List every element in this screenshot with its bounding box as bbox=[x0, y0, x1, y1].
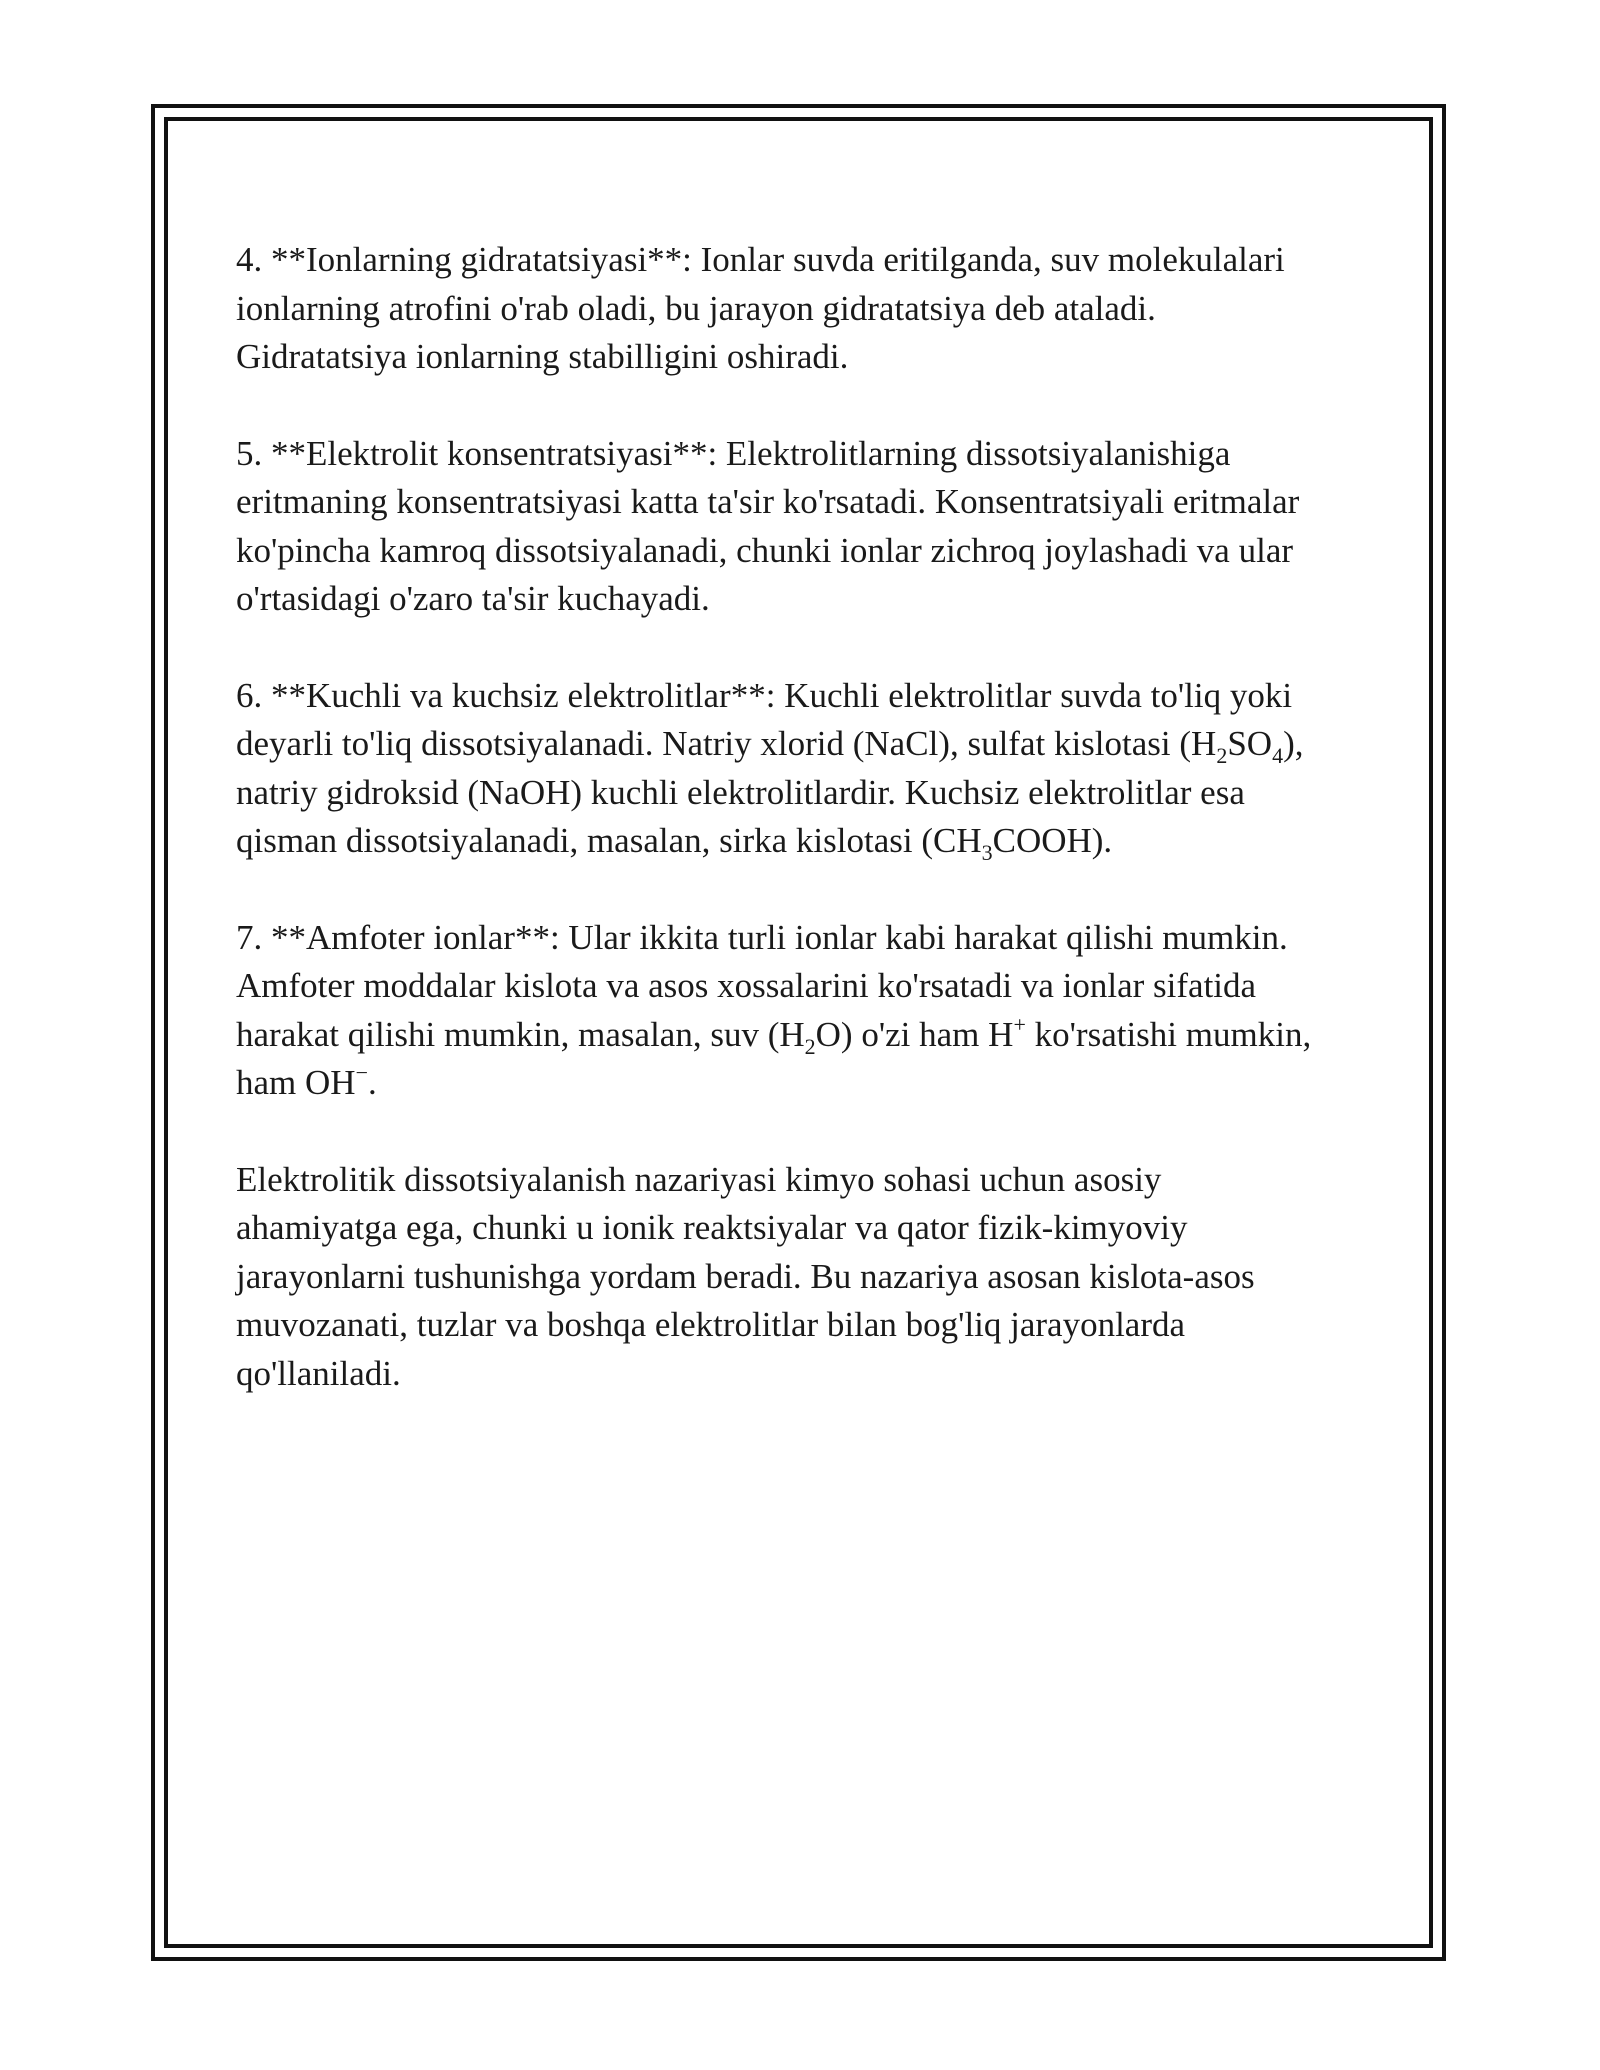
text-line bbox=[236, 821, 1113, 865]
text-line: 7. **Amfoter ionlar**: Ular ikkita turli ionlar kabi harakat qilishi mumkin. bbox=[236, 917, 1288, 957]
text-line: qo'llaniladi. bbox=[236, 1353, 401, 1393]
text-line: muvozanati, tuzlar va boshqa elektrolitlar bilan bog'liq jarayonlarda bbox=[236, 1305, 1186, 1344]
text-line: o'rtasidagi o'zaro ta'sir kuchayadi. bbox=[236, 579, 710, 618]
paragraph-conclusion bbox=[236, 1156, 1386, 1399]
text-line: Elektrolitik dissotsiyalanish nazariyasi kimyo sohasi uchun asosiy bbox=[236, 1159, 1162, 1199]
text-fragment: ko'rsatishi mumkin, bbox=[1025, 1014, 1312, 1054]
subscript: 3 bbox=[981, 840, 993, 865]
text-fragment: . bbox=[367, 1063, 377, 1102]
text-fragment: deyarli to'liq dissotsiyalanadi. Natriy xlorid (NaCl), sulfat kislotasi (H bbox=[236, 724, 1217, 763]
text-line: eritmaning konsentratsiyasi katta ta'sir ko'rsatadi. Konsentratsiyali eritmalar bbox=[236, 482, 1300, 521]
text-line: natriy gidroksid (NaOH) kuchli elektrolitlardir. Kuchsiz elektrolitlar esa bbox=[236, 772, 1245, 812]
text-line: 4. **Ionlarning gidratatsiyasi**: Ionlar suvda eritilganda, suv molekulalari bbox=[236, 240, 1285, 279]
text-fragment: SO bbox=[1227, 724, 1273, 763]
text-line: Amfoter moddalar kislota va asos xossalarini ko'rsatadi va ionlar sifatida bbox=[236, 966, 1257, 1005]
text-line bbox=[236, 724, 1304, 768]
text-fragment: COOH). bbox=[992, 821, 1113, 860]
paragraph-ion-hydration bbox=[236, 236, 1386, 382]
text-line: jarayonlarni tushunishga yordam beradi. Bu nazariya asosan kislota-asos bbox=[236, 1256, 1255, 1296]
text-fragment: harakat qilishi mumkin, masalan, suv (H bbox=[236, 1014, 805, 1054]
text-fragment: O) o'zi ham H bbox=[815, 1014, 1014, 1054]
subscript: 2 bbox=[804, 1033, 816, 1059]
text-line: ko'pincha kamroq dissotsiyalanadi, chunki ionlar zichroq joylashadi va ular bbox=[236, 530, 1294, 570]
text-fragment: ), bbox=[1283, 724, 1304, 763]
text-line bbox=[236, 1060, 377, 1102]
text-line: 6. **Kuchli va kuchsiz elektrolitlar**: Kuchli elektrolitlar suvda to'liq yoki bbox=[236, 675, 1293, 715]
text-line: 5. **Elektrolit konsentratsiyasi**: Elektrolitlarning dissotsiyalanishiga bbox=[236, 433, 1231, 473]
paragraph-electrolyte-concentration bbox=[236, 430, 1386, 624]
text-line bbox=[236, 1011, 1312, 1059]
text-line: Gidratatsiya ionlarning stabilligini oshiradi. bbox=[236, 337, 849, 376]
superscript: + bbox=[1013, 1011, 1026, 1037]
text-fragment: ham OH bbox=[236, 1063, 356, 1102]
text-line: ahamiyatga ega, chunki u ionik reaktsiyalar va qator fizik-kimyoviy bbox=[236, 1208, 1188, 1247]
paragraph-strong-weak-electrolytes bbox=[236, 672, 1386, 866]
paragraph-amphoteric-ions bbox=[236, 914, 1386, 1108]
subscript: 4 bbox=[1272, 743, 1284, 768]
superscript: − bbox=[355, 1060, 368, 1085]
document-body bbox=[236, 236, 1386, 1446]
text-fragment: qisman dissotsiyalanadi, masalan, sirka kislotasi (CH bbox=[236, 821, 982, 860]
subscript: 2 bbox=[1216, 743, 1228, 768]
text-line: ionlarning atrofini o'rab oladi, bu jarayon gidratatsiya deb ataladi. bbox=[236, 288, 1156, 328]
